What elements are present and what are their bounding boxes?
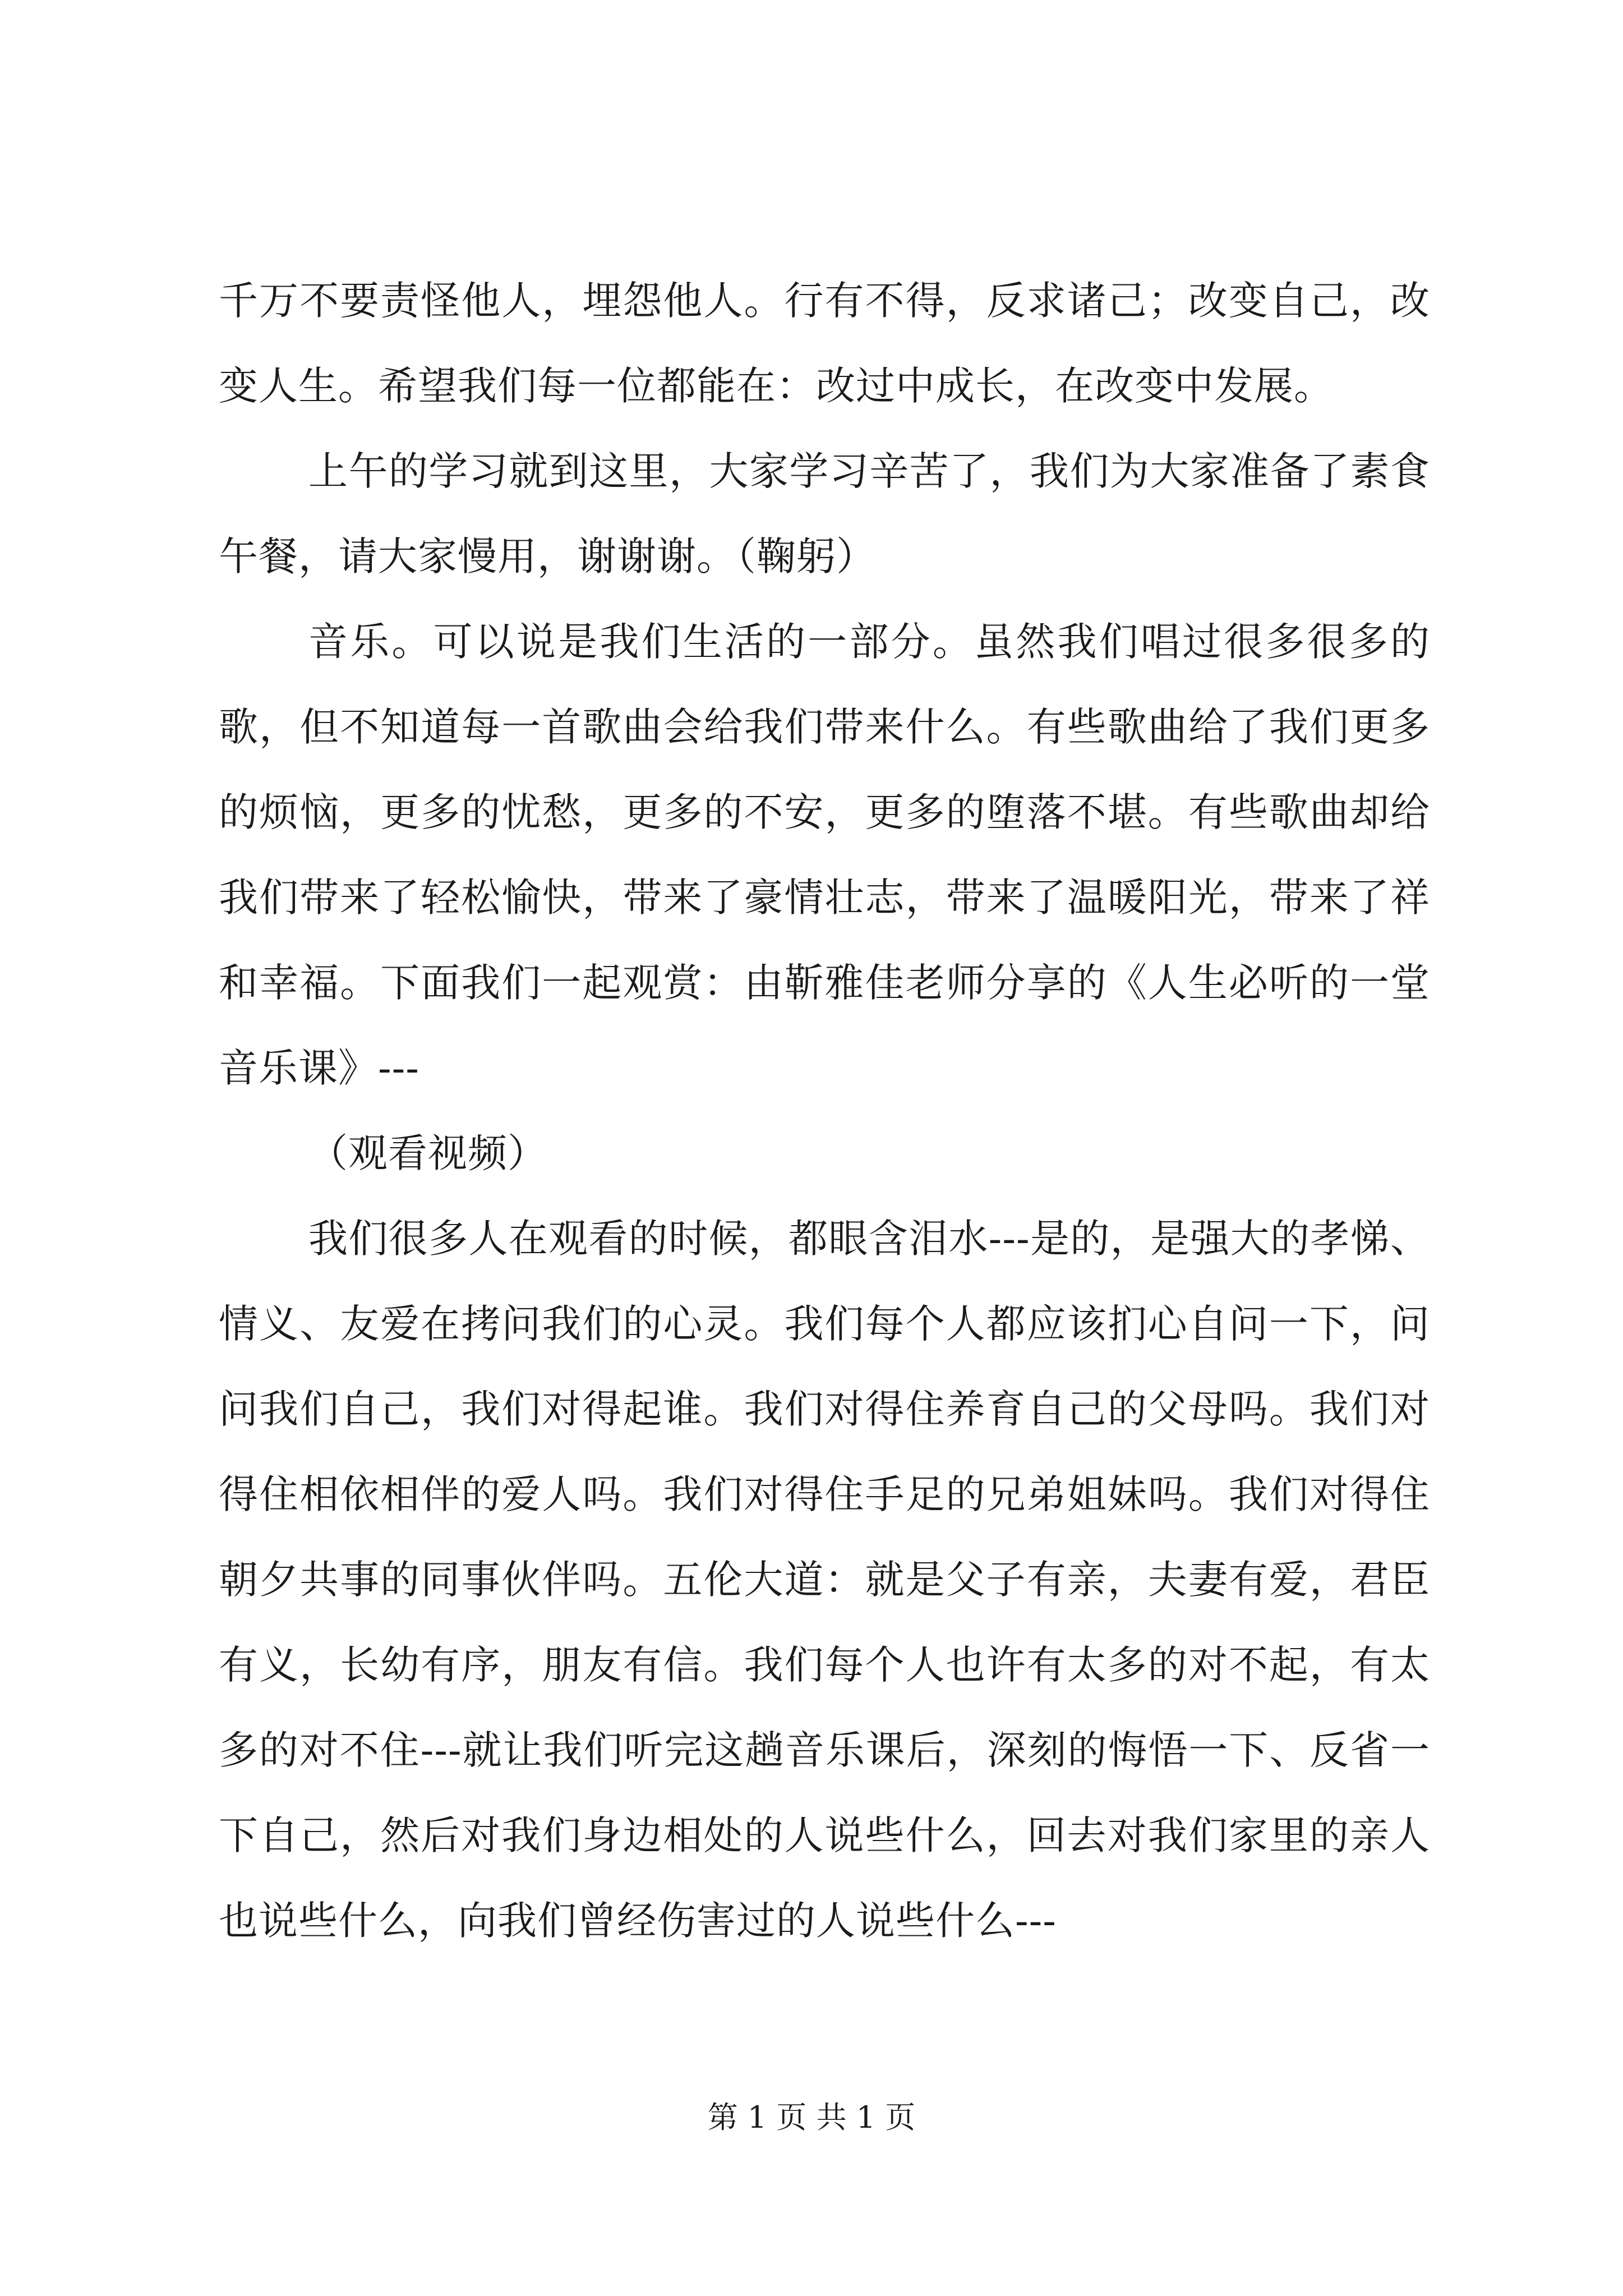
- paragraph-3: 音乐。可以说是我们生活的一部分。虽然我们唱过很多很多的歌，但不知道每一首歌曲会给我们带来什么。有些歌曲给了我们更多的烦恼，更多的忧愁，更多的不安，更多的堕落不堪。有些歌曲却给我们带来了轻松愉快，带来了豪情壮志，带来了温暖阳光，带来了祥和幸福。下面我们一起观赏：由靳雅佳老师分享的《人生必听的一堂音乐课》---: [219, 619, 1430, 1091]
- paragraph-4: （观看视频）: [308, 1130, 547, 1176]
- paragraph-2: 上午的学习就到这里，大家学习辛苦了，我们为大家准备了素食午餐，请大家慢用，谢谢谢。（鞠躬）: [219, 448, 1430, 579]
- document-body: [219, 258, 1430, 1963]
- paragraph-5: 我们很多人在观看的时候，都眼含泪水---是的，是强大的孝悌、情义、友爱在拷问我们的心灵。我们每个人都应该扪心自问一下，问问我们自己，我们对得起谁。我们对得住养育自己的父母吗。我们对得住相依相伴的爱人吗。我们对得住手足的兄弟姐妹吗。我们对得住朝夕共事的同事伙伴吗。五伦大道：就是父子有亲，夫妻有爱，君臣有义，长幼有序，朋友有信。我们每个人也许有太多的对不起，有太多的对不住---就让我们听完这趟音乐课后，深刻的悔悟一下、反省一下自己，然后对我们身边相处的人说些什么，回去对我们家里的亲人也说些什么，向我们曾经伤害过的人说些什么---: [219, 1216, 1430, 1944]
- paragraph-1: 千万不要责怪他人，埋怨他人。行有不得，反求诸己；改变自己，改变人生。希望我们每一位都能在：改过中成长，在改变中发展。: [219, 278, 1430, 409]
- page-footer: 第 1 页 共 1 页: [707, 2100, 916, 2135]
